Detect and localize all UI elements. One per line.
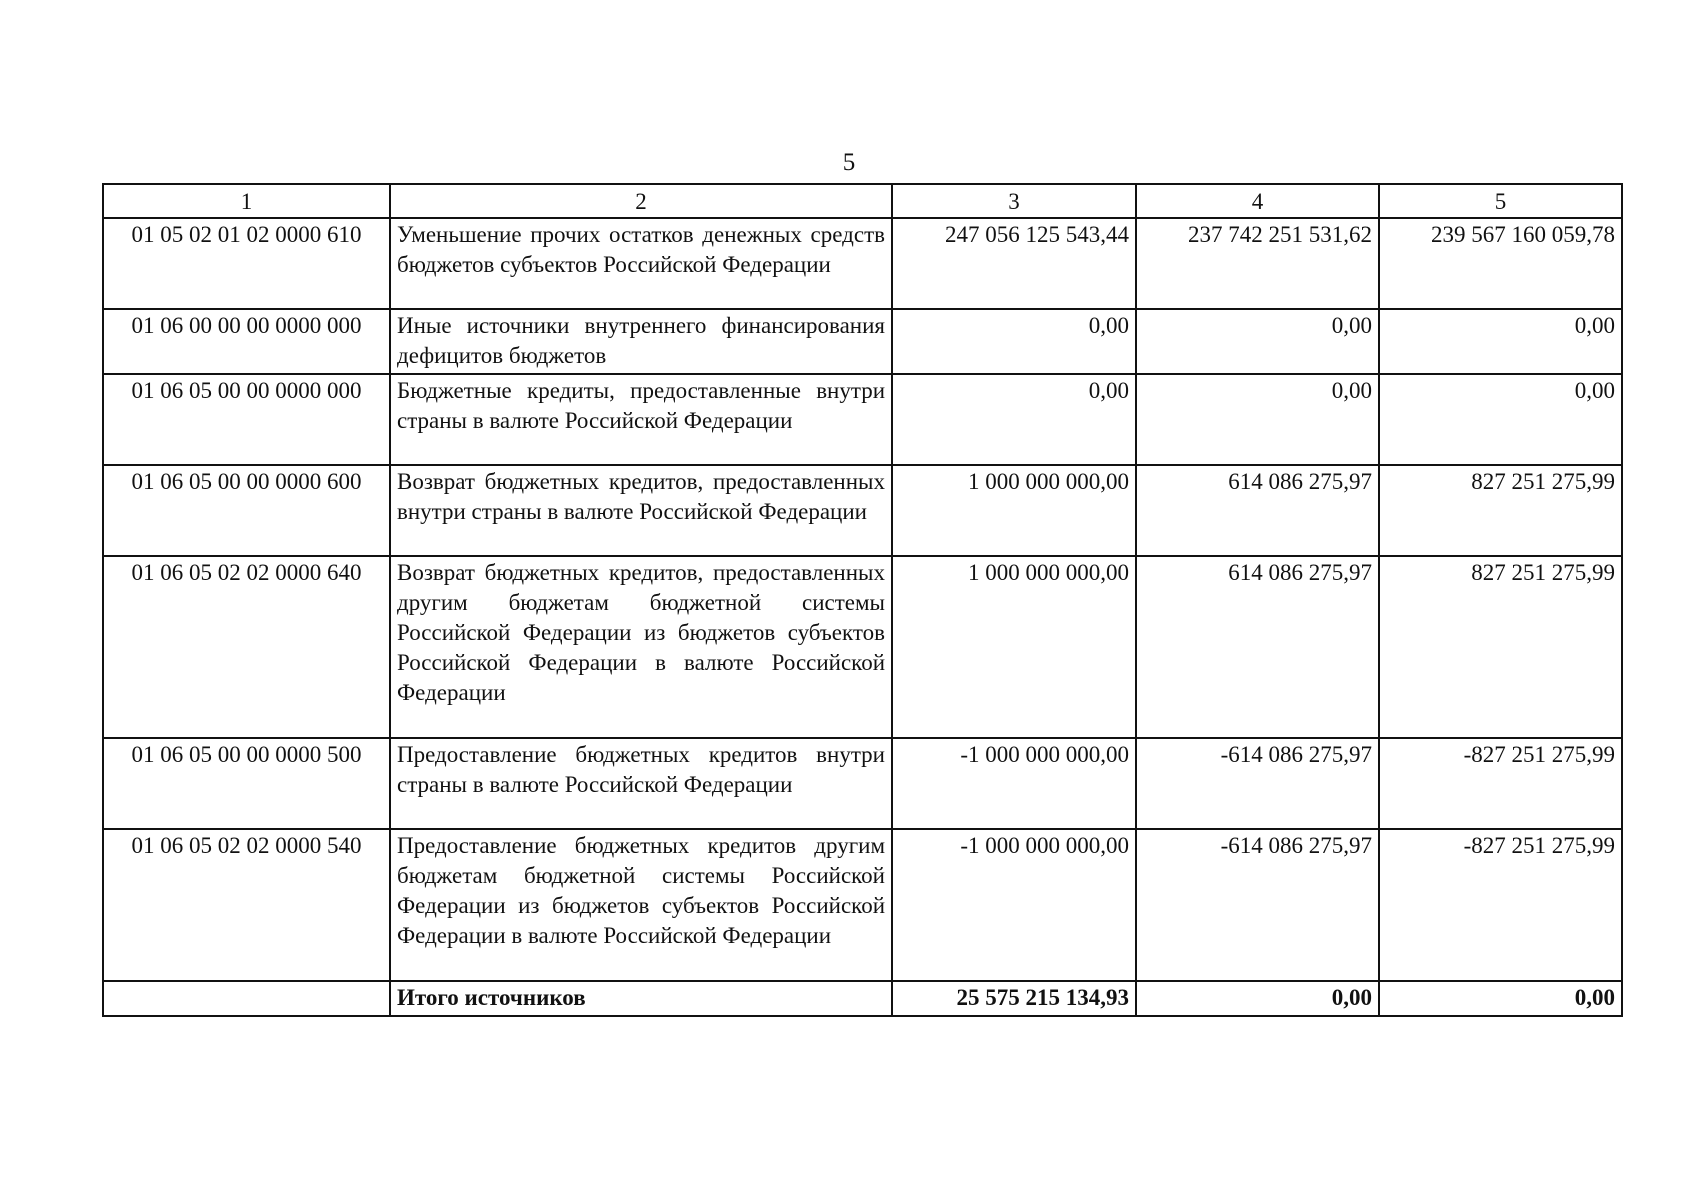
row-value-col5: 827 251 275,99 [1379, 556, 1622, 738]
table-row [103, 309, 1622, 374]
row-code: 01 05 02 01 02 0000 610 [103, 218, 390, 309]
row-value-col5: -827 251 275,99 [1379, 738, 1622, 829]
row-name: Возврат бюджетных кредитов, предоставленных другим бюджетам бюджетной системы Российской Федерации из бюджетов субъектов Российской Федерации в валюте Российской Федерации [390, 556, 892, 738]
row-code: 01 06 05 00 00 0000 600 [103, 465, 390, 556]
row-value-col4: 0,00 [1136, 374, 1379, 465]
row-value-col3: 1 000 000 000,00 [892, 556, 1136, 738]
row-code: 01 06 05 00 00 0000 500 [103, 738, 390, 829]
total-value-col3: 25 575 215 134,93 [892, 981, 1136, 1016]
row-value-col3: -1 000 000 000,00 [892, 738, 1136, 829]
column-header-5: 5 [1379, 184, 1622, 218]
row-name: Возврат бюджетных кредитов, предоставленных внутри страны в валюте Российской Федерации [390, 465, 892, 556]
row-value-col4: -614 086 275,97 [1136, 738, 1379, 829]
table-row [103, 218, 1622, 309]
row-value-col4: -614 086 275,97 [1136, 829, 1379, 981]
table-row [103, 465, 1622, 556]
row-name: Бюджетные кредиты, предоставленные внутри страны в валюте Российской Федерации [390, 374, 892, 465]
row-value-col5: 827 251 275,99 [1379, 465, 1622, 556]
row-value-col4: 614 086 275,97 [1136, 465, 1379, 556]
row-name: Уменьшение прочих остатков денежных средств бюджетов субъектов Российской Федерации [390, 218, 892, 309]
row-code: 01 06 05 00 00 0000 000 [103, 374, 390, 465]
page-number: 5 [842, 149, 856, 176]
total-code [103, 981, 390, 1016]
table-header-row [103, 184, 1622, 218]
row-value-col4: 0,00 [1136, 309, 1379, 374]
row-value-col5: 239 567 160 059,78 [1379, 218, 1622, 309]
table-row [103, 738, 1622, 829]
row-value-col3: 0,00 [892, 309, 1136, 374]
row-name: Иные источники внутреннего финансирования дефицитов бюджетов [390, 309, 892, 374]
row-value-col3: 247 056 125 543,44 [892, 218, 1136, 309]
row-value-col3: 1 000 000 000,00 [892, 465, 1136, 556]
column-header-3: 3 [892, 184, 1136, 218]
sources-table [102, 183, 1623, 1017]
row-code: 01 06 00 00 00 0000 000 [103, 309, 390, 374]
row-value-col5: 0,00 [1379, 309, 1622, 374]
row-code: 01 06 05 02 02 0000 640 [103, 556, 390, 738]
row-code: 01 06 05 02 02 0000 540 [103, 829, 390, 981]
table-row [103, 556, 1622, 738]
total-value-col5: 0,00 [1379, 981, 1622, 1016]
table-row [103, 374, 1622, 465]
total-row [103, 981, 1622, 1016]
row-value-col4: 237 742 251 531,62 [1136, 218, 1379, 309]
table-row [103, 829, 1622, 981]
column-header-2: 2 [390, 184, 892, 218]
row-value-col4: 614 086 275,97 [1136, 556, 1379, 738]
row-name: Предоставление бюджетных кредитов внутри страны в валюте Российской Федерации [390, 738, 892, 829]
row-value-col5: 0,00 [1379, 374, 1622, 465]
column-header-4: 4 [1136, 184, 1379, 218]
row-value-col5: -827 251 275,99 [1379, 829, 1622, 981]
row-value-col3: -1 000 000 000,00 [892, 829, 1136, 981]
row-value-col3: 0,00 [892, 374, 1136, 465]
column-header-1: 1 [103, 184, 390, 218]
row-name: Предоставление бюджетных кредитов другим бюджетам бюджетной системы Российской Федерации из бюджетов субъектов Российской Федерации в валюте Российской Федерации [390, 829, 892, 981]
total-label: Итого источников [390, 981, 892, 1016]
total-value-col4: 0,00 [1136, 981, 1379, 1016]
